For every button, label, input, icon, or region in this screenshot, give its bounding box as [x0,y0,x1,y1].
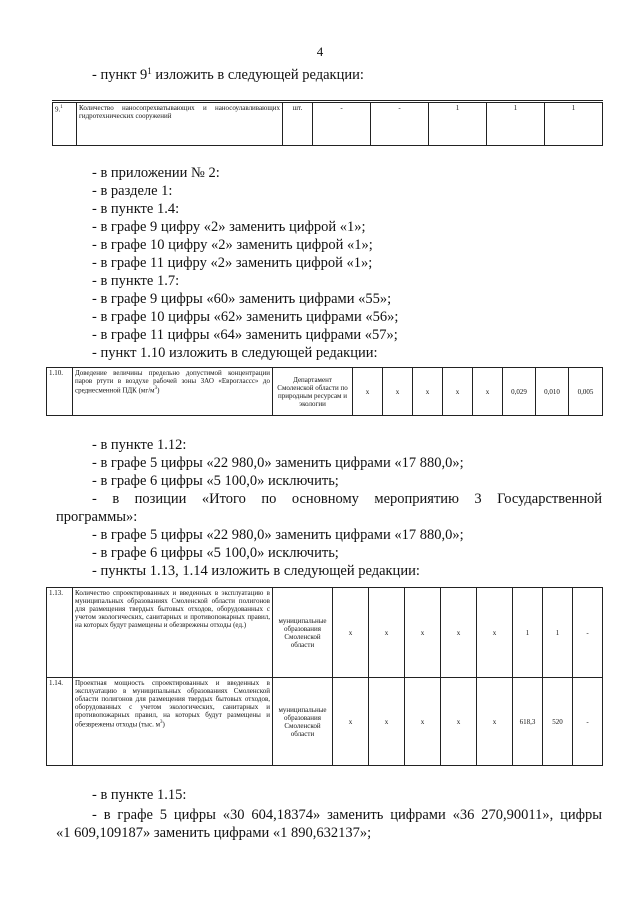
instruction-line-13: - в пункте 1.12: [92,437,187,453]
instruction-line-7: - в графе 11 цифру «2» заменить цифрой «1»; [92,255,373,271]
instruction-line-21: - в графе 5 цифры «30 604,18374» заменить цифрами «36 270,90011», цифры [92,807,602,823]
value-cell: 618,3 [513,678,543,766]
value-cell: - [313,102,371,146]
executor-cell: муниципальные образования Смоленской области [273,678,333,766]
table-row [53,102,603,146]
indicator-name: Количество наносопрехватывающих и наносоулавливающих гидротехнических сооружений [77,102,283,146]
row-number: 1.14. [47,678,73,766]
instruction-line-14: - в графе 5 цифры «22 980,0» заменить цифрами «17 880,0»; [92,455,464,471]
instruction-line-12: - пункт 1.10 изложить в следующей редакции: [92,345,378,361]
table-row [47,588,603,678]
instruction-line-20: - в пункте 1.15: [92,787,187,803]
value-cell: 1 [487,102,545,146]
value-cell: 0,029 [503,368,536,416]
row-number: 9.$^1$ [53,102,77,146]
instruction-line-9: - в графе 9 цифры «60» заменить цифрами «55»; [92,291,392,307]
instruction-line-16-cont: программы»: [56,509,138,525]
x-cell: x [477,678,513,766]
x-cell: x [405,588,441,678]
instruction-line-4: - в пункте 1.4: [92,201,180,217]
x-cell: x [443,368,473,416]
table-items-1-13-1-14 [46,587,603,766]
department-cell: Департамент Смоленской области по природным ресурсам и экологии [273,368,353,416]
unit-cell: шт. [283,102,313,146]
value-cell: 1 [513,588,543,678]
x-cell: x [333,588,369,678]
x-cell: x [383,368,413,416]
instruction-line-18: - в графе 6 цифры «5 100,0» исключить; [92,545,339,561]
table-item-1-10 [46,367,603,416]
x-cell: x [405,678,441,766]
instruction-line-6: - в графе 10 цифру «2» заменить цифрой «1»; [92,237,373,253]
x-cell: x [333,678,369,766]
x-cell: x [441,678,477,766]
value-cell: 1 [429,102,487,146]
instruction-line-21-cont: «1 609,109187» заменить цифрами «1 890,632137»; [56,825,372,841]
value-cell: 1 [543,588,573,678]
indicator-name: Количество спроектированных и введенных в эксплуатацию в муниципальных образованиях Смоленской области полигонов для размещения твердых бытовых отходов, оборудованных с учетом экологических, санитарных и противопожарных правил, на которых будут размещены и обезврежены отходы (ед.) [73,588,273,678]
value-cell: 520 [543,678,573,766]
x-cell: x [413,368,443,416]
instruction-line-3: - в разделе 1: [92,183,173,199]
value-cell: - [573,678,603,766]
row-number: 1.13. [47,588,73,678]
instruction-line-17: - в графе 5 цифры «22 980,0» заменить цифрами «17 880,0»; [92,527,464,543]
instruction-line-8: - в пункте 1.7: [92,273,180,289]
table-row [47,368,603,416]
x-cell: x [441,588,477,678]
x-cell: x [369,588,405,678]
instruction-line-2: - в приложении № 2: [92,165,220,181]
instruction-line-5: - в графе 9 цифру «2» заменить цифрой «1»; [92,219,366,235]
indicator-name: Доведение величины предельно допустимой концентрации паров ртути в воздухе рабочей зоны ЗАО «Евроглассс» до среднесменной ПДК $(мг/м^3)$ [73,368,273,416]
value-cell: 0,010 [536,368,569,416]
value-cell: 1 [545,102,603,146]
instruction-line-15: - в графе 6 цифры «5 100,0» исключить; [92,473,339,489]
executor-cell: муниципальные образования Смоленской области [273,588,333,678]
x-cell: x [353,368,383,416]
x-cell: x [369,678,405,766]
instruction-line-19: - пункты 1.13, 1.14 изложить в следующей редакции: [92,563,420,579]
x-cell: x [473,368,503,416]
value-cell: - [573,588,603,678]
instruction-line-1: - пункт $9^1$ изложить в следующей редакции: [92,66,364,83]
table-row [47,678,603,766]
page-number: 4 [316,44,324,59]
table-item-9-1 [52,100,603,146]
row-number: 1.10. [47,368,73,416]
value-cell: - [371,102,429,146]
instruction-line-16: - в позиции «Итого по основному мероприятию 3 Государственной [92,491,602,507]
instruction-line-11: - в графе 11 цифры «64» заменить цифрами «57»; [92,327,398,343]
instruction-line-10: - в графе 10 цифры «62» заменить цифрами «56»; [92,309,399,325]
x-cell: x [477,588,513,678]
value-cell: 0,005 [569,368,603,416]
indicator-name: Проектная мощность спроектированных и введенных в эксплуатацию в муниципальных образованиях Смоленской области полигонов для размещения твердых бытовых отходов, оборудованных с учетом экологических, санитарных и противопожарных правил, на которых будут размещены и обезврежены отходы (тыс. $м^3$) [73,678,273,766]
